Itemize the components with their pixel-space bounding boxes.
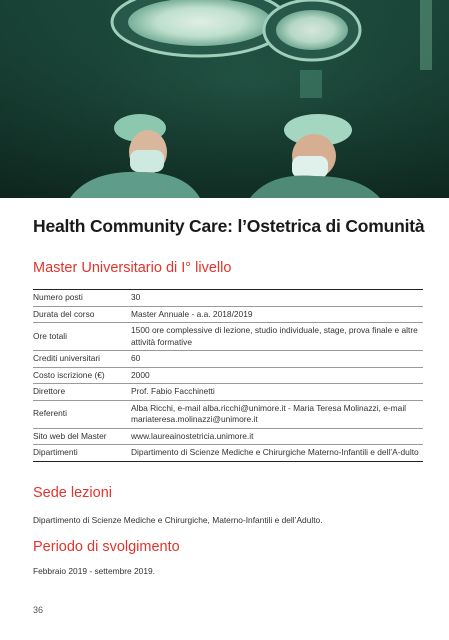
info-label: Ore totali: [33, 323, 131, 351]
info-label: Direttore: [33, 384, 131, 401]
info-value: Alba Ricchi, e-mail alba.ricchi@unimore.it - Maria Teresa Molinazzi, e-mail mariateresa.molinazzi@unimore.it: [131, 400, 423, 428]
info-label: Referenti: [33, 400, 131, 428]
sede-text: Dipartimento di Scienze Mediche e Chirurgiche, Materno-Infantili e dell’Adulto.: [33, 515, 323, 525]
info-value: Dipartimento di Scienze Mediche e Chirurgiche Materno-Infantili e dell’A-dulto: [131, 445, 423, 462]
program-info-table: [33, 289, 423, 462]
info-value: 60: [131, 351, 423, 368]
periodo-text: Febbraio 2019 - settembre 2019.: [33, 566, 155, 576]
hero-photo: [0, 0, 449, 198]
info-value: 1500 ore complessive di lezione, studio individuale, stage, prova finale e altre attività formative: [131, 323, 423, 351]
sede-heading: Sede lezioni: [33, 485, 112, 501]
info-label: Numero posti: [33, 290, 131, 307]
page-title: Health Community Care: l’Ostetrica di Comunità: [33, 216, 425, 236]
table-row: [33, 445, 423, 462]
table-row: [33, 290, 423, 307]
table-row: [33, 384, 423, 401]
program-subtitle: Master Universitario di I° livello: [33, 260, 232, 276]
table-row: [33, 367, 423, 384]
table-row: [33, 400, 423, 428]
info-label: Crediti universitari: [33, 351, 131, 368]
periodo-heading: Periodo di svolgimento: [33, 539, 180, 555]
info-value: 30: [131, 290, 423, 307]
surgery-photo: [0, 0, 449, 198]
info-label: Dipartimenti: [33, 445, 131, 462]
table-row: [33, 323, 423, 351]
info-value: www.laureainostetricia.unimore.it: [131, 428, 423, 445]
table-row: [33, 351, 423, 368]
table-row: [33, 306, 423, 323]
info-value: 2000: [131, 367, 423, 384]
info-value: Master Annuale - a.a. 2018/2019: [131, 306, 423, 323]
info-label: Sito web del Master: [33, 428, 131, 445]
info-label: Costo iscrizione (€): [33, 367, 131, 384]
page-number: 36: [33, 605, 44, 615]
info-label: Durata del corso: [33, 306, 131, 323]
table-row: [33, 428, 423, 445]
info-value: Prof. Fabio Facchinetti: [131, 384, 423, 401]
